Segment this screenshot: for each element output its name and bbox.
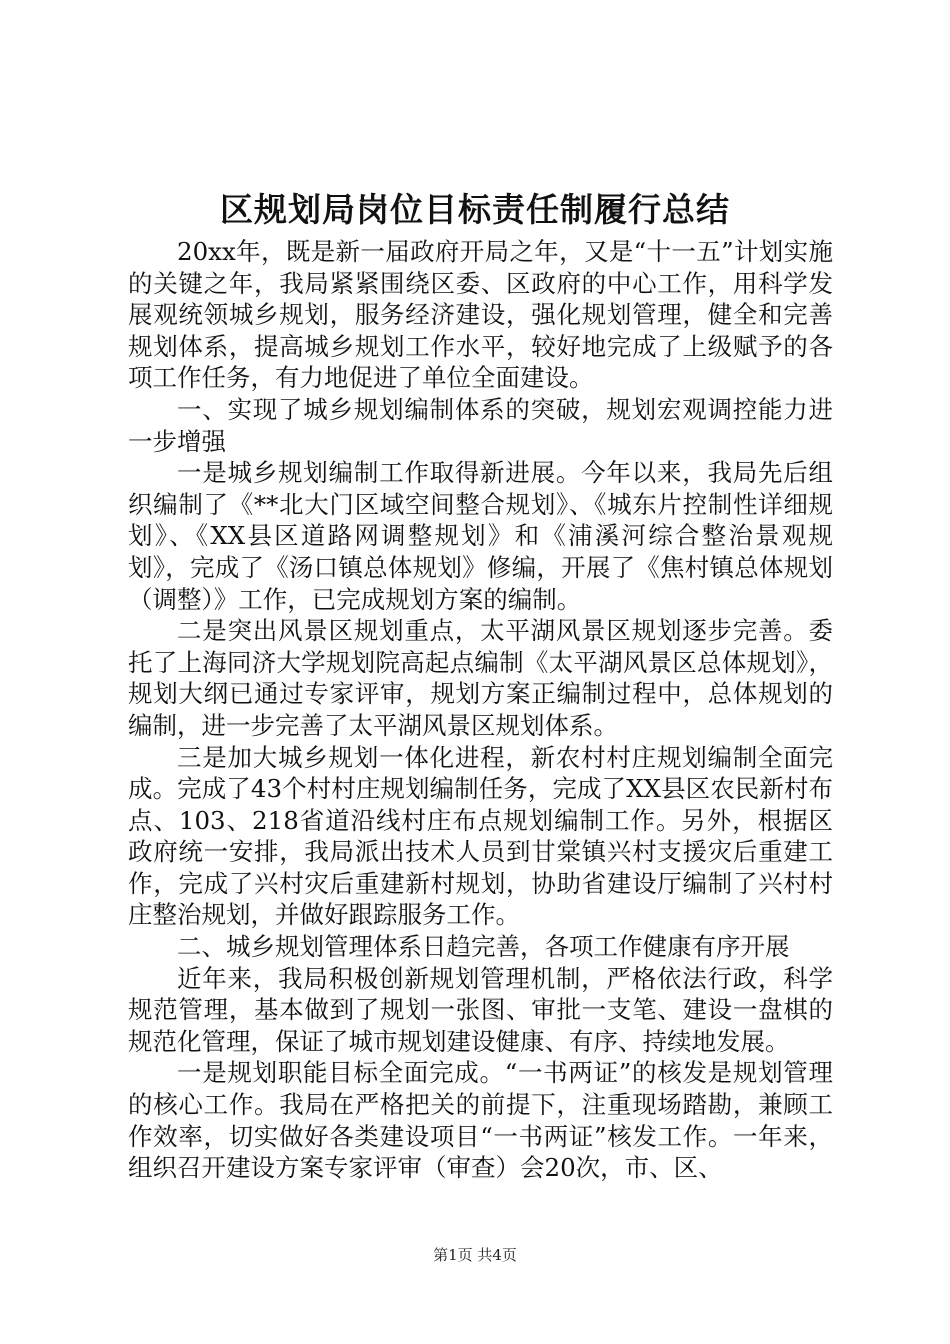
document-title: 区规划局岗位目标责任制履行总结: [220, 190, 730, 229]
section-heading-1: 一、实现了城乡规划编制体系的突破，规划宏观调控能力进一步增强: [128, 394, 833, 456]
paragraph-intro: 20xx年，既是新一届政府开局之年，又是“十一五”计划实施的关键之年，我局紧紧围绕区委、区政府的中心工作，用科学发展观统领城乡规划，服务经济建设，强化规划管理，健全和完善规划体系，提高城乡规划工作水平，较好地完成了上级赋予的各项工作任务，有力地促进了单位全面建设。: [128, 237, 833, 393]
paragraph-section-2-item-1: 一是规划职能目标全面完成。“一书两证”的核发是规划管理的核心工作。我局在严格把关的前提下，注重现场踏勘，兼顾工作效率，切实做好各类建设项目“一书两证”核发工作。一年来，组织召开建设方案专家评审（审查）会20次，市、区、: [128, 1058, 833, 1183]
document-body: [128, 236, 833, 1184]
paragraph-item-3: 三是加大城乡规划一体化进程，新农村村庄规划编制全面完成。完成了43个村村庄规划编制任务，完成了XX县区农民新村布点、103、218省道沿线村庄布点规划编制工作。另外，根据区政府统一安排，我局派出技术人员到甘棠镇兴村支援灾后重建工作，完成了兴村灾后重建新村规划，协助省建设厅编制了兴村村庄整治规划，并做好跟踪服务工作。: [128, 742, 833, 930]
paragraph-item-2: 二是突出风景区规划重点，太平湖风景区规划逐步完善。委托了上海同济大学规划院高起点编制《太平湖风景区总体规划》，规划大纲已通过专家评审，规划方案正编制过程中，总体规划的编制，进一步完善了太平湖风景区规划体系。: [128, 616, 833, 740]
page-footer: 第1页 共4页: [433, 1246, 517, 1264]
section-heading-2: 二、城乡规划管理体系日趋完善，各项工作健康有序开展: [177, 932, 790, 962]
paragraph-item-1: 一是城乡规划编制工作取得新进展。今年以来，我局先后组织编制了《**北大门区域空间整合规划》、《城东片控制性详细规划》、《XX县区道路网调整规划》和《浦溪河综合整治景观规划》，完成了《汤口镇总体规划》修编，开展了《焦村镇总体规划（调整）》工作，已完成规划方案的编制。: [128, 458, 833, 614]
paragraph-section-2-intro: 近年来，我局积极创新规划管理机制，严格依法行政，科学规范管理，基本做到了规划一张图、审批一支笔、建设一盘棋的规范化管理，保证了城市规划建设健康、有序、持续地发展。: [128, 963, 833, 1056]
